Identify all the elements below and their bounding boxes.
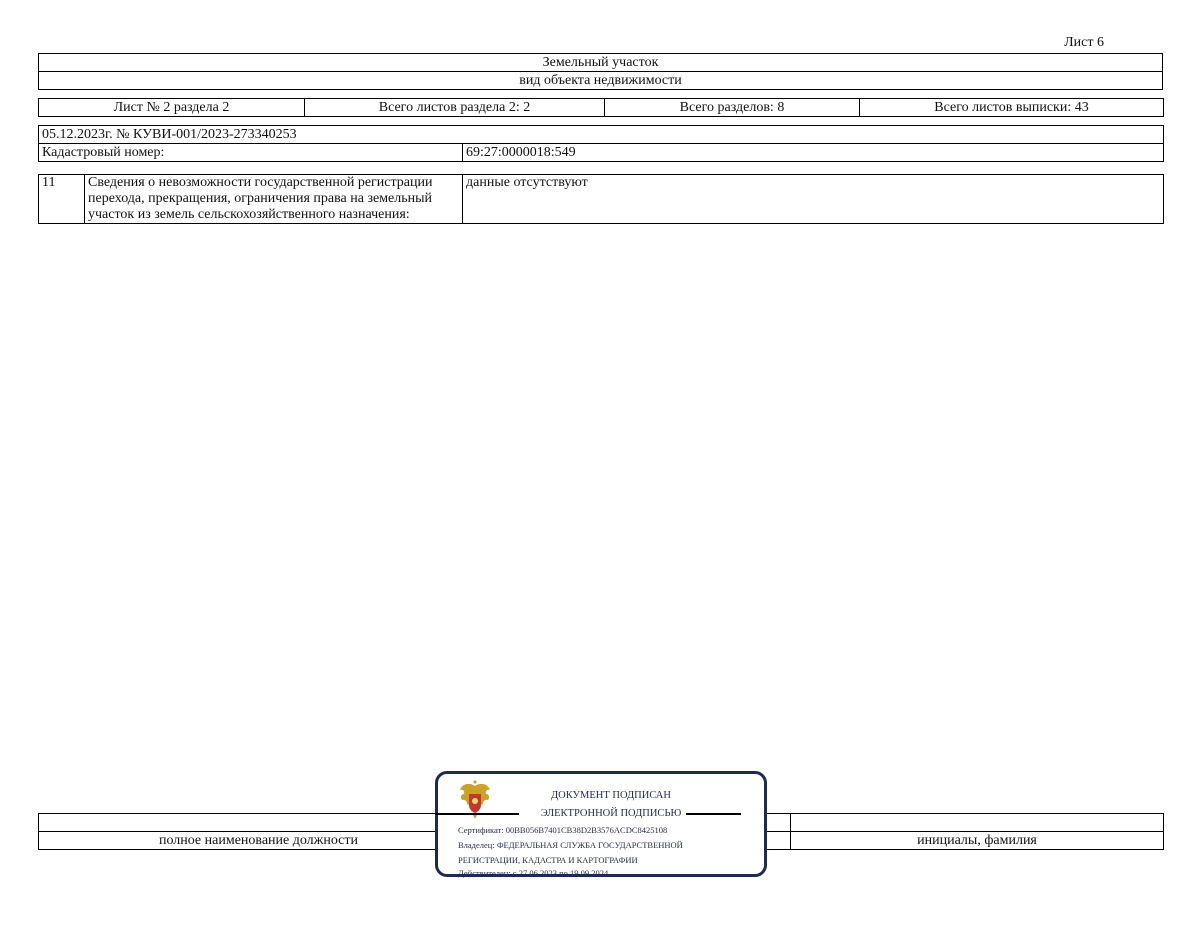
sheet-number: Лист 6	[1064, 35, 1104, 50]
stamp-line-left	[435, 813, 519, 815]
info-table	[38, 174, 1164, 224]
position-caption: полное наименование должности	[39, 832, 479, 850]
electronic-signature-stamp	[435, 771, 767, 877]
stamp-certificate: Сертификат: 00BB056B7401CB38D2B3576ACDC8425108	[458, 825, 668, 835]
row-number: 11	[39, 175, 85, 224]
stamp-validity: Действителен: с 27.06.2023 по 19.09.2024	[458, 868, 609, 878]
section-total: Всего листов раздела 2: 2	[305, 99, 605, 117]
row-value: данные отсутствуют	[463, 175, 1164, 224]
object-subtitle: вид объекта недвижимости	[39, 72, 1163, 90]
name-blank	[791, 814, 1164, 832]
document-info-table	[38, 125, 1164, 162]
row-label: Сведения о невозможности государственной регистрации перехода, прекращения, ограничения права на земельный участок из земель сельскохозяйственного назначения:	[85, 175, 463, 224]
sheet-section: Лист № 2 раздела 2	[39, 99, 305, 117]
stamp-owner-2: РЕГИСТРАЦИИ, КАДАСТРА И КАРТОГРАФИИ	[458, 855, 638, 865]
stamp-line-right	[686, 813, 741, 815]
document-date-number: 05.12.2023г. № КУВИ-001/2023-273340253	[39, 126, 1164, 144]
stamp-owner-1: Владелец: ФЕДЕРАЛЬНАЯ СЛУЖБА ГОСУДАРСТВЕННОЙ	[458, 840, 683, 850]
table-row	[39, 175, 1164, 224]
name-caption: инициалы, фамилия	[791, 832, 1164, 850]
stamp-subtitle: ЭЛЕКТРОННОЙ ПОДПИСЬЮ	[540, 808, 682, 819]
extract-total: Всего листов выписки: 43	[860, 99, 1164, 117]
cadastral-label: Кадастровый номер:	[39, 144, 463, 162]
cadastral-value: 69:27:0000018:549	[463, 144, 1164, 162]
sections-total: Всего разделов: 8	[605, 99, 860, 117]
object-header-table	[38, 53, 1163, 90]
object-title: Земельный участок	[39, 54, 1163, 72]
stamp-title: ДОКУМЕНТ ПОДПИСАН	[551, 790, 671, 801]
position-blank	[39, 814, 479, 832]
sheets-table	[38, 98, 1164, 117]
